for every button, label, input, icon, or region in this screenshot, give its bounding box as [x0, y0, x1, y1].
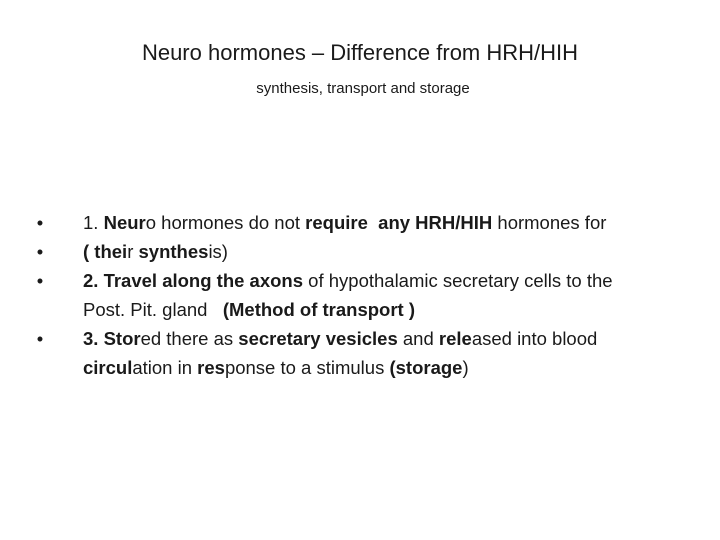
- text: [368, 212, 378, 233]
- bullet-icon: •: [36, 212, 44, 233]
- text: of hypothalamic secretary cells to the: [303, 270, 613, 291]
- bullet-line: [83, 266, 700, 295]
- text: 1.: [83, 212, 104, 233]
- text: ased into blood: [471, 328, 598, 349]
- text: ): [462, 357, 469, 378]
- bold-text: circul: [83, 357, 133, 378]
- bullet-icon: •: [36, 328, 44, 349]
- bullet-line: [83, 208, 700, 237]
- bullet-line: [83, 353, 700, 382]
- bold-text: ( thei: [83, 241, 128, 262]
- bold-text: (storage: [389, 357, 463, 378]
- bold-text: res: [197, 357, 225, 378]
- bold-text: (Method of transport ): [222, 299, 416, 320]
- bullet-line: [83, 237, 700, 266]
- bullet-list: [0, 208, 720, 382]
- bullet-item: [0, 324, 720, 382]
- text: o hormones do not: [145, 212, 306, 233]
- bullet-icon: •: [36, 270, 44, 291]
- bold-text: synthes: [138, 241, 209, 262]
- text: Post. Pit. gland: [83, 299, 223, 320]
- text: ponse to a stimulus: [224, 357, 390, 378]
- slide-subtitle: synthesis, transport and storage: [256, 80, 470, 97]
- bold-text: rele: [438, 328, 472, 349]
- bullet-icon: •: [36, 241, 44, 262]
- bold-text: Neur: [103, 212, 146, 233]
- bullet-item: [0, 208, 720, 237]
- bold-text: require: [305, 212, 368, 233]
- bullet-item: [0, 266, 720, 324]
- bullet-line: [83, 295, 700, 324]
- bold-text: secretary vesicles: [238, 328, 398, 349]
- text: hormones for: [492, 212, 607, 233]
- bold-text: 3. Stor: [83, 328, 141, 349]
- bullet-line: [83, 324, 700, 353]
- text: and: [397, 328, 439, 349]
- text: ation in: [132, 357, 198, 378]
- slide-title: Neuro hormones – Difference from HRH/HIH: [141, 40, 579, 65]
- text: ed there as: [140, 328, 239, 349]
- bold-text: any HRH/HIH: [378, 212, 493, 233]
- text: r: [127, 241, 139, 262]
- bold-text: 2. Travel along the axons: [83, 270, 304, 291]
- bullet-item: [0, 237, 720, 266]
- text: is): [208, 241, 228, 262]
